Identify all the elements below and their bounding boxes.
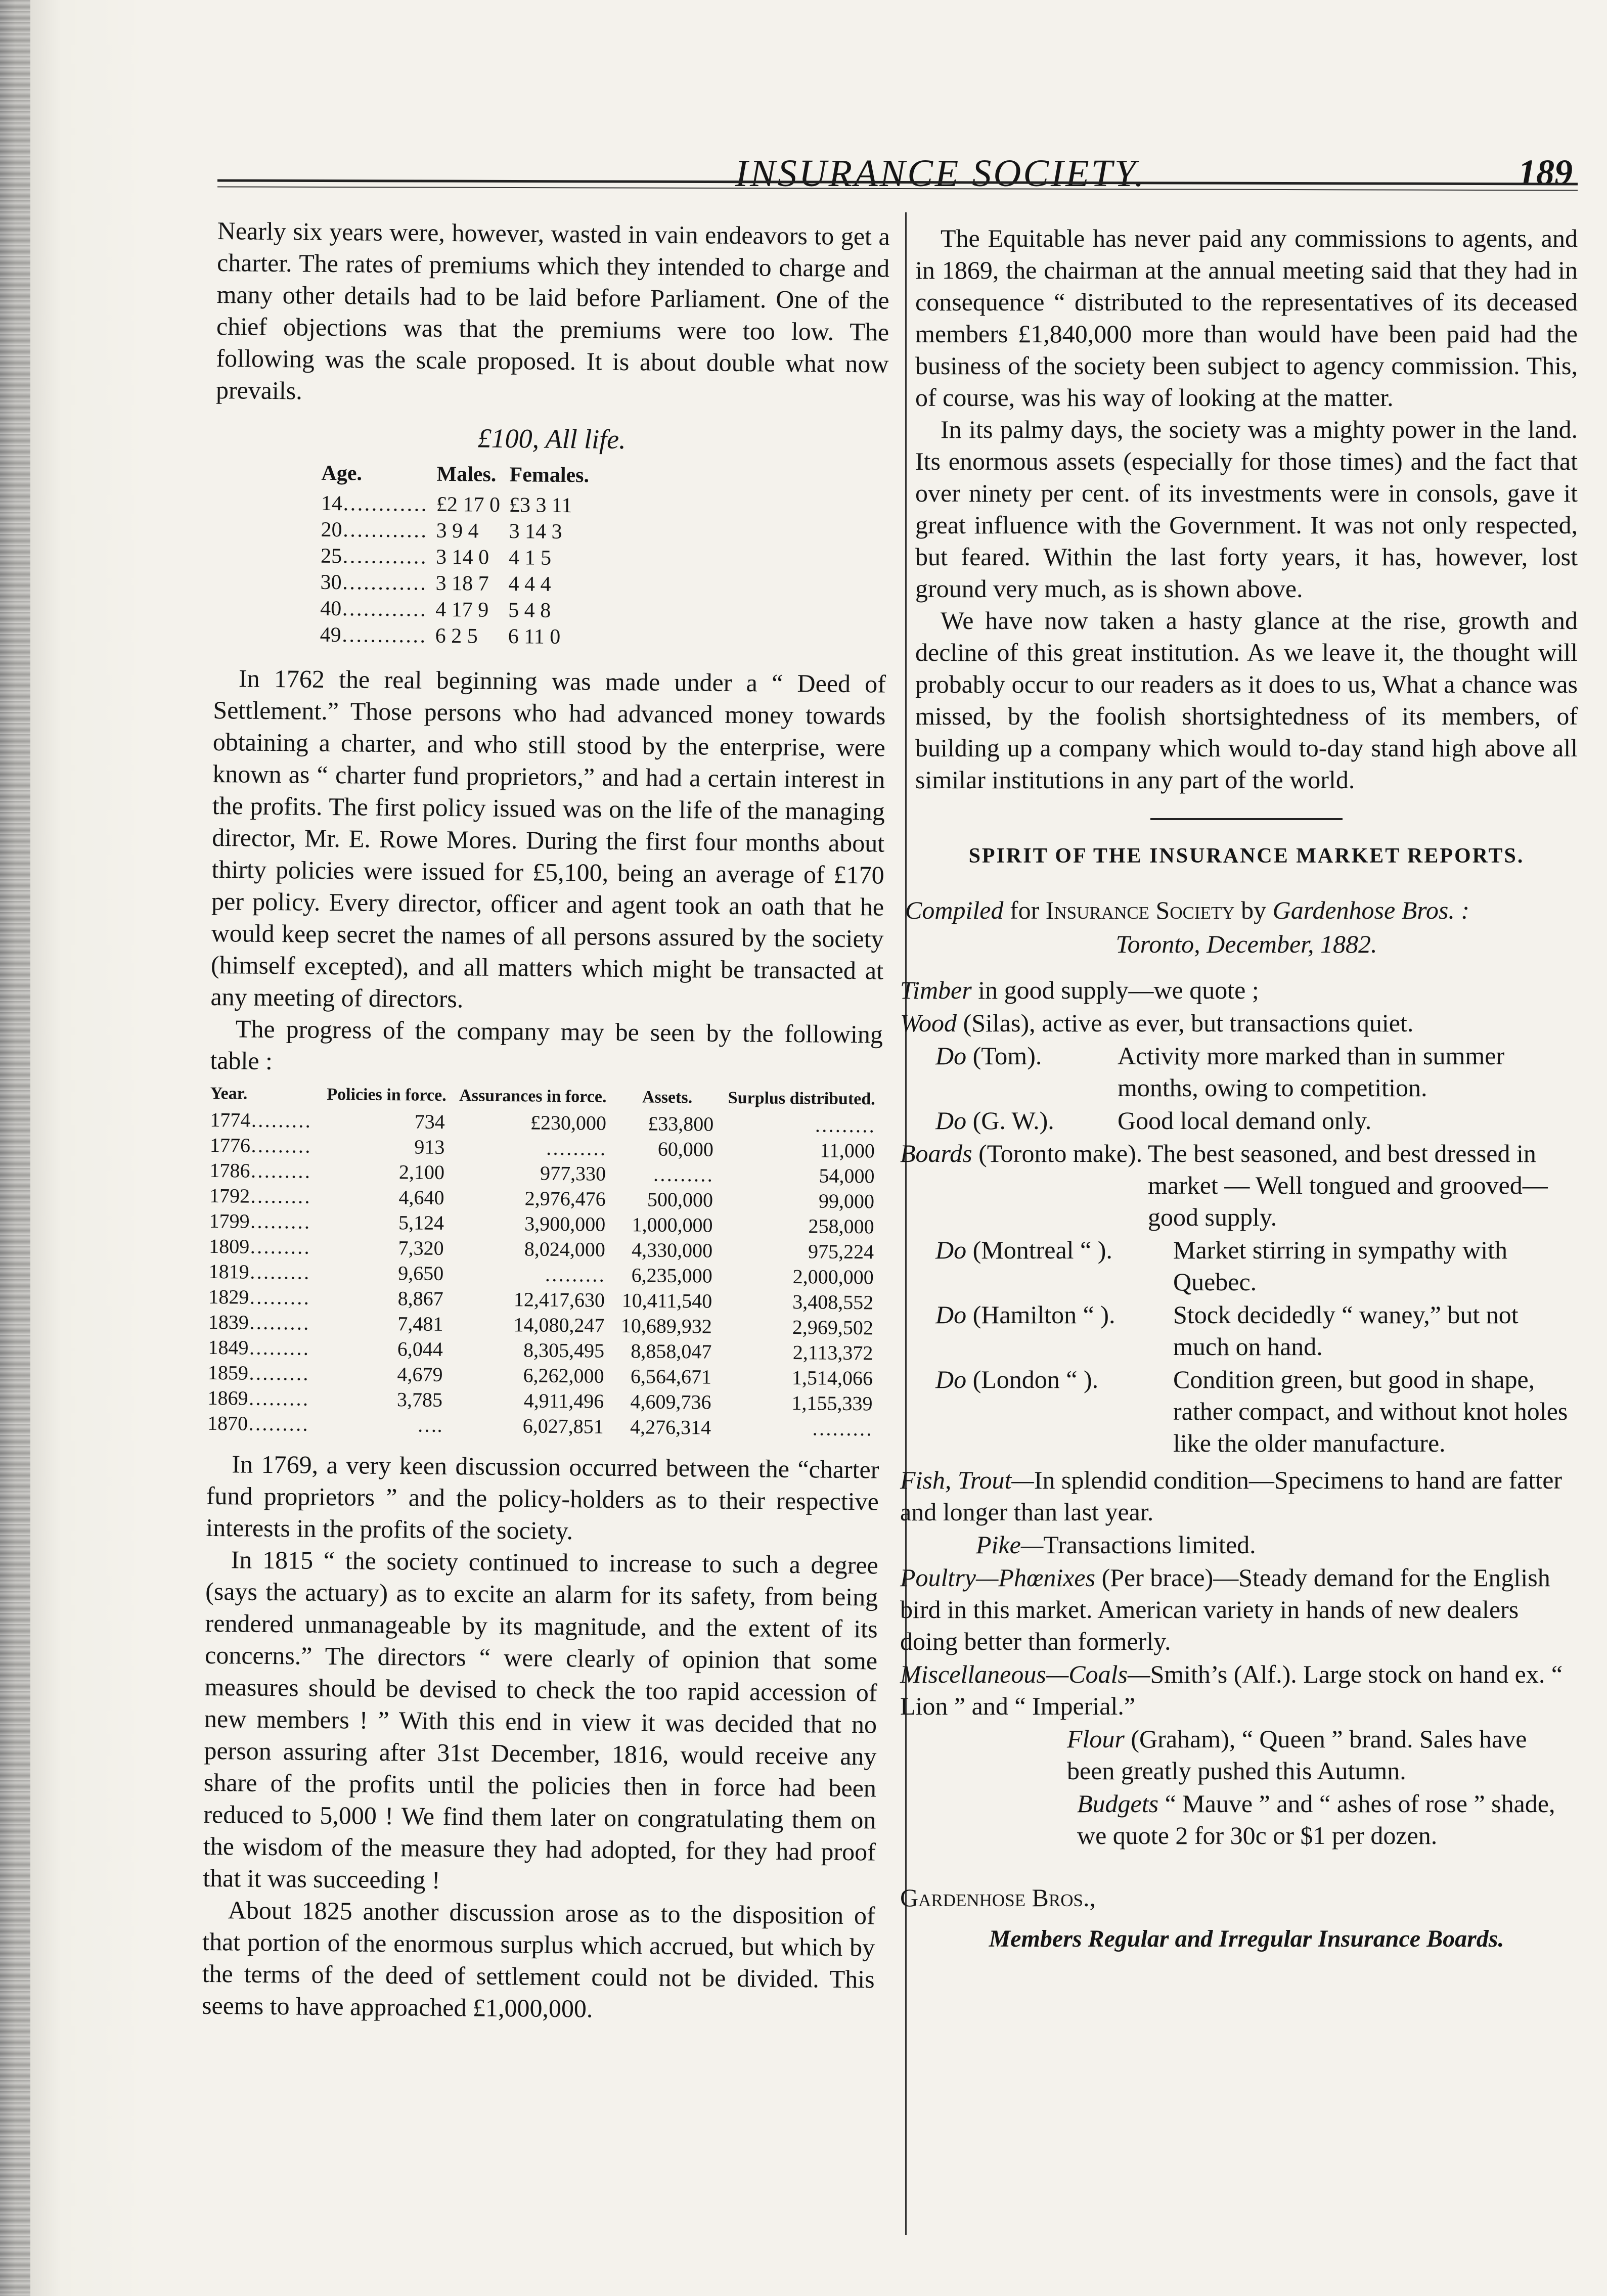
- binding-gutter: [0, 0, 30, 2296]
- scale-males: 3 18 7: [435, 571, 489, 596]
- progress-surplus: 258,000: [808, 1214, 874, 1238]
- progress-assets: 6,564,671: [630, 1365, 712, 1388]
- progress-surplus: 2,000,000: [792, 1265, 874, 1289]
- report-text: Condition green, but good in shape, rather compact, and without knot holes like the older manufacture.: [1173, 1365, 1568, 1457]
- left-column: [202, 215, 890, 2027]
- signature-subtitle: Members Regular and Irregular Insurance Boards.: [989, 1925, 1504, 1952]
- progress-assurances: 977,330: [540, 1161, 606, 1185]
- progress-assets: 500,000: [647, 1188, 713, 1211]
- report-entry-london: [900, 1364, 1578, 1459]
- report-entry-budgets: [900, 1788, 1578, 1852]
- report-entry-coals: [900, 1658, 1578, 1722]
- report-text: in good supply—we quote ;: [971, 976, 1259, 1004]
- progress-year: 1799………: [209, 1209, 310, 1233]
- progress-header-surplus: Surplus distributed.: [728, 1088, 875, 1109]
- scale-females: 4 4 4: [508, 572, 551, 596]
- progress-year: 1870………: [207, 1411, 309, 1435]
- report-entry-flour: [900, 1723, 1578, 1787]
- report-text: Stock decidedly “ waney,” but not much on hand.: [1173, 1300, 1519, 1361]
- report-category: Poultry—Phœnixes: [900, 1563, 1096, 1592]
- progress-surplus: 2,113,372: [792, 1341, 873, 1365]
- paragraph-progress-intro: The progress of the company may be seen by the following table :: [210, 1014, 883, 1075]
- premium-scale-table: [320, 460, 599, 651]
- progress-year: 1829………: [208, 1285, 310, 1309]
- progress-policies: 7,320: [398, 1236, 444, 1259]
- report-category: Do: [935, 1300, 967, 1329]
- progress-year: 1792………: [209, 1184, 311, 1208]
- progress-policies: 8,867: [397, 1287, 443, 1310]
- scale-header-age: Age.: [321, 461, 363, 485]
- progress-assurances: 6,262,000: [523, 1364, 604, 1387]
- progress-assets: £33,800: [648, 1112, 714, 1136]
- scale-females: 3 14 3: [509, 520, 562, 544]
- progress-header-assets: Assets.: [642, 1088, 693, 1107]
- progress-surplus: 3,408,552: [792, 1290, 874, 1314]
- progress-policies: 2,100: [398, 1160, 445, 1184]
- report-entry-montreal: [900, 1234, 1578, 1298]
- progress-assets: 1,000,000: [632, 1213, 713, 1237]
- report-text: The best seasoned, and best dressed in market — Well tongued and grooved—good supply.: [1148, 1139, 1548, 1231]
- progress-assurances: £230,000: [530, 1111, 607, 1135]
- scale-males: 3 14 0: [435, 545, 489, 569]
- progress-policies: ….: [417, 1413, 442, 1436]
- scale-females: £3 3 11: [509, 493, 572, 518]
- scale-males: 6 2 5: [435, 624, 478, 648]
- right-column: [900, 222, 1578, 1955]
- progress-policies: 3,785: [396, 1388, 443, 1411]
- progress-year: 1849………: [208, 1335, 309, 1360]
- scale-females: 5 4 8: [508, 599, 551, 622]
- report-entry-timber: [900, 974, 1578, 1006]
- report-entry-boards: [900, 1138, 1578, 1233]
- report-text: Smith’s (Alf.). Large stock on hand ex. “ Lion ” and “ Imperial.”: [900, 1660, 1563, 1720]
- progress-header-policies: Policies in force.: [327, 1085, 447, 1105]
- progress-year: 1776………: [209, 1133, 311, 1157]
- report-entry-do-tom: [900, 1040, 1578, 1104]
- scale-row: [321, 517, 598, 546]
- report-text: (Per brace)—Steady demand for the English bird in this market. American variety in hands of new dealers doing better than formerly.: [900, 1563, 1550, 1655]
- progress-surplus: 99,000: [818, 1189, 875, 1213]
- progress-assets: 4,609,736: [630, 1390, 711, 1414]
- scale-row: [320, 622, 597, 651]
- progress-assets: ………: [652, 1162, 713, 1186]
- progress-assurances: 3,900,000: [524, 1212, 606, 1236]
- progress-assurances: 8,305,495: [523, 1338, 605, 1362]
- compiled-org: Insurance Society: [1045, 896, 1235, 924]
- scale-females: 6 11 0: [508, 625, 561, 649]
- progress-surplus: 975,224: [808, 1240, 874, 1264]
- progress-surplus: 2,969,502: [792, 1316, 874, 1339]
- paragraph-palmy-days: In its palmy days, the society was a mighty power in the land. Its enormous assets (especially for those times) and the fact that over ninety per cent. of its investments were in consols, gave it great influence with the Government. It was not only respected, but feared. Within the last forty years, it has, however, lost ground very much, as is shown above.: [915, 415, 1578, 603]
- running-title: INSURANCE SOCIETY.: [735, 152, 1146, 195]
- progress-assets: 10,689,932: [620, 1314, 712, 1338]
- report-subject: (Tom).: [966, 1042, 1042, 1070]
- progress-table-body: [207, 1107, 882, 1442]
- progress-header-year: Year.: [210, 1084, 248, 1103]
- report-subject: (Hamilton “ ).: [966, 1300, 1115, 1329]
- report-text: “ Mauve ” and “ ashes of rose ” shade, we quote 2 for 30c or $1 per dozen.: [1077, 1789, 1555, 1850]
- progress-assurances: 2,976,476: [524, 1187, 606, 1210]
- progress-policies: 913: [414, 1135, 445, 1158]
- paragraph-1815: In 1815 “ the society continued to increase to such a degree (says the actuary) as to excite an alarm for its safety, from being rendered unmanageable by its magnitude, and the extent of its concerns.” The directors “ were clearly of opinion that some measures should be devised to check the too rapid accession of new members ! ” With this end in view it was decided that no person assuring after 31st December, 1816, would receive any share of the profits until the policies then in force had been reduced to 5,000 ! We find them later on congratulating them on the wisdom of the measure they had adopted, for they had proof that it was succeeding !: [203, 1545, 878, 1894]
- report-category: Do: [935, 1106, 967, 1135]
- scale-header-females: Females.: [509, 463, 590, 487]
- progress-year: 1774………: [210, 1108, 311, 1132]
- progress-year: 1786………: [209, 1158, 311, 1183]
- report-category: Timber: [900, 976, 972, 1004]
- progress-assets: 60,000: [657, 1137, 714, 1161]
- report-subject: (Montreal “ ).: [966, 1236, 1112, 1264]
- scale-row: [321, 543, 598, 572]
- paragraph-1769: In 1769, a very keen discussion occurred between the “charter fund proprietors ” and the policy-holders as to their respective interests in the profits of the society.: [206, 1450, 879, 1545]
- report-entry-hamilton: [900, 1299, 1578, 1363]
- report-text: (Graham), “ Queen ” brand. Sales have been greatly pushed this Autumn.: [1067, 1725, 1527, 1785]
- progress-table: [207, 1085, 882, 1442]
- progress-assurances: 12,417,630: [513, 1288, 605, 1312]
- progress-policies: 9,650: [397, 1262, 444, 1285]
- page-header: [217, 152, 1583, 195]
- report-category: Fish, Trout—: [900, 1466, 1034, 1494]
- report-entry-pike: [900, 1529, 1578, 1561]
- report-category: Miscellaneous—Coals—: [900, 1660, 1150, 1688]
- progress-assurances: 8,024,000: [524, 1237, 606, 1261]
- progress-assets: 4,330,000: [631, 1238, 713, 1262]
- report-text: Transactions limited.: [1043, 1530, 1256, 1559]
- report-text: Activity more marked than in summer months, owing to competition.: [1118, 1042, 1505, 1102]
- progress-assurances: 4,911,496: [523, 1389, 604, 1413]
- scale-row: [321, 490, 598, 519]
- scale-age: 49…………: [320, 623, 426, 648]
- report-text: Market stirring in sympathy with Quebec.: [1173, 1236, 1508, 1296]
- scale-header-males: Males.: [436, 462, 497, 486]
- report-entry-fish: [900, 1464, 1578, 1528]
- progress-assets: 10,411,540: [621, 1289, 712, 1313]
- report-text: Good local demand only.: [1118, 1106, 1372, 1135]
- progress-assurances: ………: [545, 1136, 606, 1160]
- scale-row: [320, 569, 597, 598]
- progress-header-assurances: Assurances in force.: [459, 1086, 607, 1106]
- report-category: Budgets: [1077, 1789, 1159, 1818]
- scale-title: £100, All life.: [477, 423, 626, 455]
- progress-policies: 734: [414, 1110, 445, 1133]
- report-entry-do-gw: [900, 1105, 1578, 1137]
- progress-year: 1839………: [208, 1310, 310, 1334]
- progress-policies: 4,640: [398, 1186, 444, 1209]
- report-entry-poultry: [900, 1562, 1578, 1657]
- progress-surplus: ………: [811, 1417, 873, 1440]
- signature: Gardenhose Bros.,: [900, 1883, 1096, 1912]
- scale-males: 4 17 9: [435, 598, 489, 622]
- progress-surplus: 1,514,066: [791, 1366, 873, 1390]
- progress-policies: 4,679: [397, 1363, 443, 1386]
- progress-surplus: ………: [814, 1113, 875, 1137]
- report-category: Pike—: [976, 1530, 1044, 1559]
- scale-age: 30…………: [320, 570, 427, 595]
- report-entry-wood: [900, 1007, 1578, 1039]
- report-text: (Silas), active as ever, but transactions quiet.: [957, 1009, 1414, 1037]
- report-category: Boards: [900, 1139, 972, 1167]
- page-number: 189: [1518, 152, 1573, 193]
- scale-row: [320, 596, 597, 624]
- paragraph-1825: About 1825 another discussion arose as to the disposition of that portion of the enormous surplus which accrued, but which by the terms of the deed of settlement could not be divided. This seems to have approached £1,000,000.: [201, 1896, 875, 2023]
- paragraph-conclusion: We have now taken a hasty glance at the rise, growth and decline of this great institution. As we leave it, the thought will probably occur to our readers as it does to us, What a chance was missed, by the foolish shortsightedness of its members, of building up a company which would to-day stand high above all similar institutions in any part of the world.: [915, 606, 1578, 794]
- market-report: [900, 974, 1578, 1852]
- progress-policies: 7,481: [397, 1312, 443, 1335]
- progress-year: 1859………: [207, 1361, 309, 1385]
- scale-age: 14…………: [321, 491, 428, 516]
- progress-year: 1869………: [207, 1386, 309, 1410]
- progress-row: [207, 1411, 879, 1442]
- section-divider: [1150, 818, 1343, 820]
- progress-assurances: 14,080,247: [513, 1313, 605, 1337]
- scale-females: 4 1 5: [508, 546, 552, 570]
- report-subject: (G. W.).: [966, 1106, 1054, 1135]
- compiled-prefix: Compiled: [905, 896, 1004, 924]
- paragraph-commissions: The Equitable has never paid any commissions to agents, and in 1869, the chairman at the annual meeting said that they had in consequence “ distributed to the representatives of its deceased members £1,840,000 more than would have been paid had the business of the society been subject to agency commission. This, of course, was his way of looking at the matter.: [915, 224, 1578, 412]
- progress-year: 1809………: [209, 1234, 310, 1258]
- section-heading: SPIRIT OF THE INSURANCE MARKET REPORTS.: [968, 844, 1525, 868]
- report-subject: (Toronto make).: [972, 1139, 1143, 1167]
- progress-assurances: ………: [544, 1263, 605, 1286]
- dateline: Toronto, December, 1882.: [1115, 930, 1377, 958]
- scale-males: £2 17 0: [436, 492, 501, 517]
- compiled-firm: Gardenhose Bros. :: [1272, 896, 1469, 924]
- progress-surplus: 54,000: [819, 1164, 875, 1188]
- report-category: Wood: [900, 1009, 957, 1037]
- progress-assurances: 6,027,851: [522, 1414, 604, 1438]
- scale-males: 3 9 4: [436, 519, 479, 543]
- progress-assets: 8,858,047: [631, 1339, 712, 1363]
- report-text: In splendid condition—Specimens to hand are fatter and longer than last year.: [900, 1466, 1563, 1526]
- scale-age: 25…………: [320, 544, 427, 569]
- progress-assets: 4,276,314: [630, 1415, 711, 1439]
- progress-year: 1819………: [208, 1259, 310, 1284]
- report-category: Flour: [1067, 1725, 1125, 1753]
- report-subject: (London “ ).: [966, 1365, 1099, 1393]
- compiled-line: [905, 894, 1578, 926]
- progress-assets: 6,235,000: [631, 1264, 712, 1287]
- progress-policies: 5,124: [398, 1211, 444, 1234]
- paragraph-charter: Nearly six years were, however, wasted in vain endeavors to get a charter. The rates of premiums which they intended to charge and many other details had to be laid before Parliament. One of the chief objections was that the premiums were too low. The following was the scale proposed. It is about double what now prevails.: [215, 216, 890, 405]
- progress-surplus: 1,155,339: [791, 1391, 873, 1415]
- scale-age: 20…………: [321, 518, 427, 543]
- report-category: Do: [935, 1042, 967, 1070]
- report-category: Do: [935, 1236, 967, 1264]
- progress-policies: 6,044: [397, 1337, 443, 1361]
- report-category: Do: [935, 1365, 967, 1393]
- paragraph-deed: In 1762 the real beginning was made under a “ Deed of Settlement.” Those persons who had advanced money towards obtaining a charter, and who still stood by the enterprise, were known as “ charter fund proprietors,” and had a certain interest in the profits. The first policy issued was on the life of the managing director, Mr. E. Rowe Mores. During the first four months about thirty policies were issued for £5,100, being an average of £170 per policy. Every director, officer and agent took an oath that he would keep secret the names of all persons assured by the society (himself excepted), and all matters which might be transacted at any meeting of directors.: [210, 664, 886, 1013]
- compiled-by: by: [1234, 896, 1273, 924]
- scale-age: 40…………: [320, 597, 427, 621]
- compiled-for: for: [1003, 896, 1046, 924]
- progress-surplus: 11,000: [820, 1139, 875, 1162]
